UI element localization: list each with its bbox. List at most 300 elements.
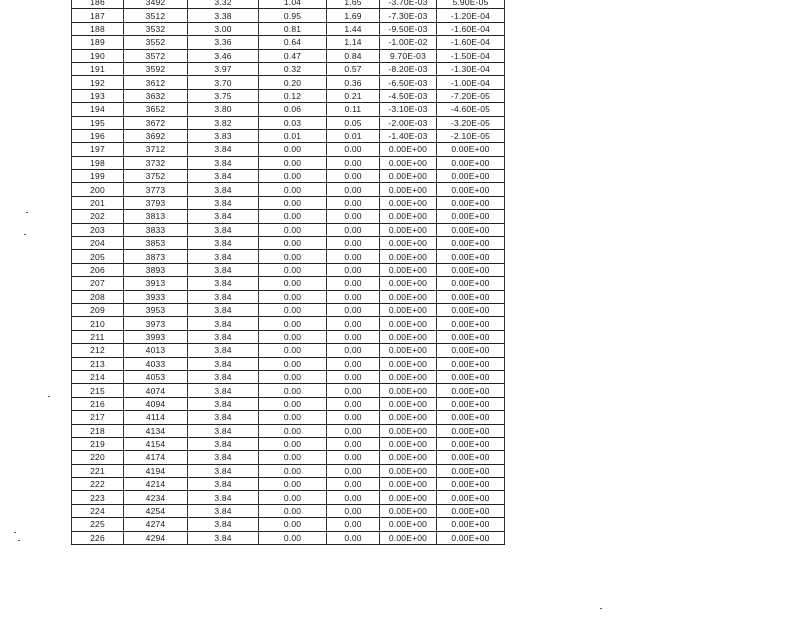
value-c-cell: 0.03 (259, 116, 327, 129)
table-row (72, 451, 505, 464)
value-d-cell: 0.00 (327, 478, 380, 491)
value-d-cell: 0.00 (327, 290, 380, 303)
value-c-cell: 0.00 (259, 183, 327, 196)
value-c-cell: 1.04 (259, 0, 327, 9)
value-c-cell: 0.00 (259, 263, 327, 276)
value-b-cell: 3.00 (188, 22, 259, 35)
table-row (72, 156, 505, 169)
value-a-cell: 3893 (124, 263, 188, 276)
value-e-cell: -8.20E-03 (380, 62, 437, 75)
table-row (72, 223, 505, 236)
value-a-cell: 4214 (124, 478, 188, 491)
value-a-cell: 3873 (124, 250, 188, 263)
value-e-cell: 0.00E+00 (380, 210, 437, 223)
value-d-cell: 0.00 (327, 317, 380, 330)
row-index-cell: 207 (72, 277, 124, 290)
data-table (71, 0, 505, 545)
row-index-cell: 220 (72, 451, 124, 464)
value-a-cell: 3512 (124, 9, 188, 22)
value-a-cell: 4053 (124, 370, 188, 383)
row-index-cell: 196 (72, 129, 124, 142)
value-f-cell: 0.00E+00 (437, 317, 505, 330)
value-d-cell: 0.00 (327, 424, 380, 437)
row-index-cell: 199 (72, 170, 124, 183)
value-f-cell: 0.00E+00 (437, 263, 505, 276)
value-f-cell: -1.00E-04 (437, 76, 505, 89)
table-row (72, 411, 505, 424)
value-c-cell: 0.00 (259, 451, 327, 464)
value-c-cell: 0.47 (259, 49, 327, 62)
value-c-cell: 0.01 (259, 129, 327, 142)
value-b-cell: 3.32 (188, 0, 259, 9)
scan-noise-mark (18, 540, 20, 541)
value-b-cell: 3.84 (188, 183, 259, 196)
value-e-cell: -4.50E-03 (380, 89, 437, 102)
value-c-cell: 0.00 (259, 250, 327, 263)
table-row (72, 129, 505, 142)
value-b-cell: 3.75 (188, 89, 259, 102)
value-c-cell: 0.00 (259, 170, 327, 183)
table-row (72, 49, 505, 62)
value-f-cell: 0.00E+00 (437, 156, 505, 169)
value-b-cell: 3.84 (188, 518, 259, 531)
value-a-cell: 3913 (124, 277, 188, 290)
value-f-cell: 0.00E+00 (437, 491, 505, 504)
value-a-cell: 3853 (124, 237, 188, 250)
value-f-cell: 0.00E+00 (437, 357, 505, 370)
value-b-cell: 3.84 (188, 290, 259, 303)
value-d-cell: 0.00 (327, 210, 380, 223)
value-a-cell: 3993 (124, 330, 188, 343)
table-row (72, 317, 505, 330)
value-b-cell: 3.84 (188, 384, 259, 397)
value-b-cell: 3.70 (188, 76, 259, 89)
value-e-cell: 0.00E+00 (380, 156, 437, 169)
value-a-cell: 4033 (124, 357, 188, 370)
value-a-cell: 4114 (124, 411, 188, 424)
row-index-cell: 221 (72, 464, 124, 477)
value-b-cell: 3.84 (188, 437, 259, 450)
value-d-cell: 0.00 (327, 384, 380, 397)
value-d-cell: 1.14 (327, 36, 380, 49)
value-f-cell: 0.00E+00 (437, 250, 505, 263)
value-d-cell: 0.00 (327, 263, 380, 276)
row-index-cell: 201 (72, 196, 124, 209)
value-c-cell: 0.00 (259, 344, 327, 357)
value-d-cell: 0.00 (327, 143, 380, 156)
value-d-cell: 0.00 (327, 250, 380, 263)
value-e-cell: -3.70E-03 (380, 0, 437, 9)
value-e-cell: 0.00E+00 (380, 170, 437, 183)
value-f-cell: -7.20E-05 (437, 89, 505, 102)
value-b-cell: 3.84 (188, 330, 259, 343)
table-row (72, 250, 505, 263)
value-d-cell: 0.00 (327, 196, 380, 209)
value-a-cell: 4174 (124, 451, 188, 464)
value-e-cell: -3.10E-03 (380, 103, 437, 116)
value-a-cell: 3492 (124, 0, 188, 9)
value-f-cell: -1.50E-04 (437, 49, 505, 62)
row-index-cell: 215 (72, 384, 124, 397)
value-b-cell: 3.84 (188, 317, 259, 330)
value-c-cell: 0.00 (259, 504, 327, 517)
value-f-cell: 0.00E+00 (437, 143, 505, 156)
value-b-cell: 3.83 (188, 129, 259, 142)
value-a-cell: 3692 (124, 129, 188, 142)
table-body (72, 0, 505, 545)
value-e-cell: 0.00E+00 (380, 397, 437, 410)
value-a-cell: 3712 (124, 143, 188, 156)
value-b-cell: 3.84 (188, 451, 259, 464)
value-d-cell: 1.65 (327, 0, 380, 9)
value-e-cell: 0.00E+00 (380, 183, 437, 196)
value-e-cell: 0.00E+00 (380, 518, 437, 531)
value-f-cell: -2.10E-05 (437, 129, 505, 142)
table-row (72, 36, 505, 49)
value-e-cell: 0.00E+00 (380, 370, 437, 383)
value-c-cell: 0.00 (259, 156, 327, 169)
value-d-cell: 0.00 (327, 491, 380, 504)
value-f-cell: 0.00E+00 (437, 437, 505, 450)
value-b-cell: 3.84 (188, 491, 259, 504)
value-d-cell: 0.00 (327, 504, 380, 517)
value-c-cell: 0.00 (259, 210, 327, 223)
value-d-cell: 0.00 (327, 437, 380, 450)
value-d-cell: 0.00 (327, 344, 380, 357)
table-row (72, 478, 505, 491)
scan-noise-mark (600, 608, 602, 609)
table-row (72, 210, 505, 223)
table-row (72, 437, 505, 450)
row-index-cell: 211 (72, 330, 124, 343)
value-c-cell: 0.00 (259, 464, 327, 477)
value-a-cell: 4134 (124, 424, 188, 437)
table-row (72, 277, 505, 290)
value-f-cell: 0.00E+00 (437, 411, 505, 424)
value-e-cell: 0.00E+00 (380, 303, 437, 316)
value-c-cell: 0.00 (259, 223, 327, 236)
value-b-cell: 3.84 (188, 464, 259, 477)
value-e-cell: 0.00E+00 (380, 344, 437, 357)
value-a-cell: 3572 (124, 49, 188, 62)
value-d-cell: 0.00 (327, 357, 380, 370)
value-e-cell: 0.00E+00 (380, 223, 437, 236)
value-a-cell: 3953 (124, 303, 188, 316)
row-index-cell: 203 (72, 223, 124, 236)
value-d-cell: 0.00 (327, 451, 380, 464)
value-f-cell: -1.30E-04 (437, 62, 505, 75)
value-d-cell: 0.00 (327, 464, 380, 477)
value-e-cell: 0.00E+00 (380, 317, 437, 330)
table-row (72, 504, 505, 517)
value-e-cell: -7.30E-03 (380, 9, 437, 22)
value-d-cell: 1.44 (327, 22, 380, 35)
value-f-cell: 0.00E+00 (437, 424, 505, 437)
value-f-cell: 0.00E+00 (437, 196, 505, 209)
value-e-cell: 0.00E+00 (380, 237, 437, 250)
value-f-cell: 0.00E+00 (437, 397, 505, 410)
value-f-cell: 0.00E+00 (437, 451, 505, 464)
value-b-cell: 3.84 (188, 277, 259, 290)
value-e-cell: 0.00E+00 (380, 384, 437, 397)
row-index-cell: 210 (72, 317, 124, 330)
value-e-cell: 0.00E+00 (380, 437, 437, 450)
value-a-cell: 3652 (124, 103, 188, 116)
value-b-cell: 3.84 (188, 143, 259, 156)
value-b-cell: 3.84 (188, 411, 259, 424)
value-c-cell: 0.00 (259, 491, 327, 504)
value-d-cell: 0.00 (327, 303, 380, 316)
value-f-cell: 0.00E+00 (437, 384, 505, 397)
table-row (72, 464, 505, 477)
table-row (72, 424, 505, 437)
value-d-cell: 0.00 (327, 330, 380, 343)
row-index-cell: 193 (72, 89, 124, 102)
row-index-cell: 214 (72, 370, 124, 383)
row-index-cell: 200 (72, 183, 124, 196)
value-e-cell: 0.00E+00 (380, 424, 437, 437)
value-a-cell: 4234 (124, 491, 188, 504)
value-f-cell: 0.00E+00 (437, 303, 505, 316)
scan-noise-mark (48, 396, 50, 397)
value-d-cell: 0.84 (327, 49, 380, 62)
row-index-cell: 188 (72, 22, 124, 35)
value-a-cell: 3612 (124, 76, 188, 89)
value-b-cell: 3.36 (188, 36, 259, 49)
table-row (72, 531, 505, 544)
value-f-cell: 0.00E+00 (437, 330, 505, 343)
value-f-cell: 0.00E+00 (437, 518, 505, 531)
value-c-cell: 0.00 (259, 397, 327, 410)
value-e-cell: 0.00E+00 (380, 491, 437, 504)
value-a-cell: 3773 (124, 183, 188, 196)
value-b-cell: 3.84 (188, 250, 259, 263)
table-row (72, 0, 505, 9)
value-f-cell: -4.60E-05 (437, 103, 505, 116)
value-a-cell: 4013 (124, 344, 188, 357)
value-b-cell: 3.84 (188, 156, 259, 169)
table-row (72, 384, 505, 397)
value-b-cell: 3.84 (188, 263, 259, 276)
value-d-cell: 0.21 (327, 89, 380, 102)
value-f-cell: 0.00E+00 (437, 504, 505, 517)
value-d-cell: 0.00 (327, 223, 380, 236)
value-b-cell: 3.80 (188, 103, 259, 116)
table-row (72, 76, 505, 89)
value-a-cell: 3793 (124, 196, 188, 209)
row-index-cell: 226 (72, 531, 124, 544)
value-f-cell: 0.00E+00 (437, 290, 505, 303)
row-index-cell: 209 (72, 303, 124, 316)
value-f-cell: 0.00E+00 (437, 464, 505, 477)
value-c-cell: 0.64 (259, 36, 327, 49)
value-b-cell: 3.84 (188, 344, 259, 357)
row-index-cell: 202 (72, 210, 124, 223)
value-d-cell: 0.01 (327, 129, 380, 142)
value-f-cell: 0.00E+00 (437, 170, 505, 183)
value-d-cell: 0.57 (327, 62, 380, 75)
value-f-cell: 0.00E+00 (437, 237, 505, 250)
row-index-cell: 189 (72, 36, 124, 49)
value-c-cell: 0.00 (259, 437, 327, 450)
table-row (72, 196, 505, 209)
value-a-cell: 4274 (124, 518, 188, 531)
value-c-cell: 0.00 (259, 196, 327, 209)
row-index-cell: 197 (72, 143, 124, 156)
value-c-cell: 0.95 (259, 9, 327, 22)
value-b-cell: 3.84 (188, 370, 259, 383)
value-a-cell: 4154 (124, 437, 188, 450)
row-index-cell: 190 (72, 49, 124, 62)
value-c-cell: 0.00 (259, 411, 327, 424)
value-b-cell: 3.38 (188, 9, 259, 22)
table-row (72, 62, 505, 75)
table-row (72, 116, 505, 129)
table-row (72, 170, 505, 183)
value-e-cell: -1.00E-02 (380, 36, 437, 49)
row-index-cell: 205 (72, 250, 124, 263)
table-row (72, 518, 505, 531)
value-e-cell: 0.00E+00 (380, 277, 437, 290)
value-c-cell: 0.00 (259, 277, 327, 290)
value-a-cell: 4294 (124, 531, 188, 544)
value-e-cell: 0.00E+00 (380, 290, 437, 303)
value-b-cell: 3.97 (188, 62, 259, 75)
value-c-cell: 0.00 (259, 357, 327, 370)
row-index-cell: 208 (72, 290, 124, 303)
value-a-cell: 4254 (124, 504, 188, 517)
value-c-cell: 0.00 (259, 330, 327, 343)
row-index-cell: 219 (72, 437, 124, 450)
scan-noise-mark (14, 532, 16, 533)
value-d-cell: 0.00 (327, 370, 380, 383)
row-index-cell: 217 (72, 411, 124, 424)
value-b-cell: 3.84 (188, 237, 259, 250)
value-b-cell: 3.84 (188, 210, 259, 223)
value-d-cell: 0.11 (327, 103, 380, 116)
value-d-cell: 0.36 (327, 76, 380, 89)
table-row (72, 9, 505, 22)
value-c-cell: 0.00 (259, 143, 327, 156)
value-f-cell: -1.60E-04 (437, 22, 505, 35)
table-row (72, 89, 505, 102)
value-c-cell: 0.00 (259, 424, 327, 437)
value-c-cell: 0.00 (259, 384, 327, 397)
value-f-cell: -3.20E-05 (437, 116, 505, 129)
table-row (72, 263, 505, 276)
value-c-cell: 0.81 (259, 22, 327, 35)
value-d-cell: 0.00 (327, 156, 380, 169)
value-a-cell: 3532 (124, 22, 188, 35)
value-c-cell: 0.06 (259, 103, 327, 116)
row-index-cell: 186 (72, 0, 124, 9)
value-b-cell: 3.46 (188, 49, 259, 62)
value-c-cell: 0.00 (259, 317, 327, 330)
value-e-cell: 0.00E+00 (380, 411, 437, 424)
row-index-cell: 213 (72, 357, 124, 370)
row-index-cell: 192 (72, 76, 124, 89)
value-a-cell: 3672 (124, 116, 188, 129)
row-index-cell: 223 (72, 491, 124, 504)
value-f-cell: 0.00E+00 (437, 531, 505, 544)
value-f-cell: 0.00E+00 (437, 370, 505, 383)
value-c-cell: 0.00 (259, 303, 327, 316)
value-b-cell: 3.84 (188, 223, 259, 236)
value-e-cell: 0.00E+00 (380, 504, 437, 517)
value-b-cell: 3.84 (188, 357, 259, 370)
value-e-cell: -6.50E-03 (380, 76, 437, 89)
value-c-cell: 0.20 (259, 76, 327, 89)
value-c-cell: 0.32 (259, 62, 327, 75)
value-e-cell: 0.00E+00 (380, 250, 437, 263)
value-a-cell: 4194 (124, 464, 188, 477)
value-f-cell: 0.00E+00 (437, 344, 505, 357)
row-index-cell: 194 (72, 103, 124, 116)
value-e-cell: 0.00E+00 (380, 464, 437, 477)
table-row (72, 491, 505, 504)
value-e-cell: 0.00E+00 (380, 263, 437, 276)
row-index-cell: 224 (72, 504, 124, 517)
value-e-cell: -9.50E-03 (380, 22, 437, 35)
value-a-cell: 3752 (124, 170, 188, 183)
value-f-cell: 0.00E+00 (437, 183, 505, 196)
value-b-cell: 3.84 (188, 504, 259, 517)
value-c-cell: 0.00 (259, 531, 327, 544)
value-b-cell: 3.84 (188, 397, 259, 410)
value-b-cell: 3.82 (188, 116, 259, 129)
row-index-cell: 204 (72, 237, 124, 250)
row-index-cell: 216 (72, 397, 124, 410)
value-a-cell: 3933 (124, 290, 188, 303)
value-b-cell: 3.84 (188, 170, 259, 183)
table-row (72, 22, 505, 35)
value-c-cell: 0.00 (259, 478, 327, 491)
value-c-cell: 0.00 (259, 290, 327, 303)
table-row (72, 357, 505, 370)
row-index-cell: 187 (72, 9, 124, 22)
scan-noise-mark (26, 212, 28, 213)
value-a-cell: 3973 (124, 317, 188, 330)
value-c-cell: 0.00 (259, 370, 327, 383)
row-index-cell: 212 (72, 344, 124, 357)
table-row (72, 397, 505, 410)
value-c-cell: 0.00 (259, 237, 327, 250)
table-row (72, 344, 505, 357)
value-f-cell: 0.00E+00 (437, 478, 505, 491)
value-d-cell: 0.00 (327, 277, 380, 290)
value-b-cell: 3.84 (188, 531, 259, 544)
row-index-cell: 191 (72, 62, 124, 75)
value-f-cell: -1.60E-04 (437, 36, 505, 49)
value-d-cell: 0.00 (327, 183, 380, 196)
value-d-cell: 0.00 (327, 170, 380, 183)
table-row (72, 303, 505, 316)
table-row (72, 103, 505, 116)
row-index-cell: 198 (72, 156, 124, 169)
value-e-cell: 0.00E+00 (380, 196, 437, 209)
value-a-cell: 3592 (124, 62, 188, 75)
value-e-cell: 0.00E+00 (380, 330, 437, 343)
value-e-cell: 0.00E+00 (380, 451, 437, 464)
value-e-cell: -1.40E-03 (380, 129, 437, 142)
value-f-cell: 5.90E-05 (437, 0, 505, 9)
value-e-cell: 0.00E+00 (380, 531, 437, 544)
value-d-cell: 0.00 (327, 237, 380, 250)
value-a-cell: 3813 (124, 210, 188, 223)
value-d-cell: 0.00 (327, 411, 380, 424)
value-a-cell: 4074 (124, 384, 188, 397)
value-b-cell: 3.84 (188, 478, 259, 491)
